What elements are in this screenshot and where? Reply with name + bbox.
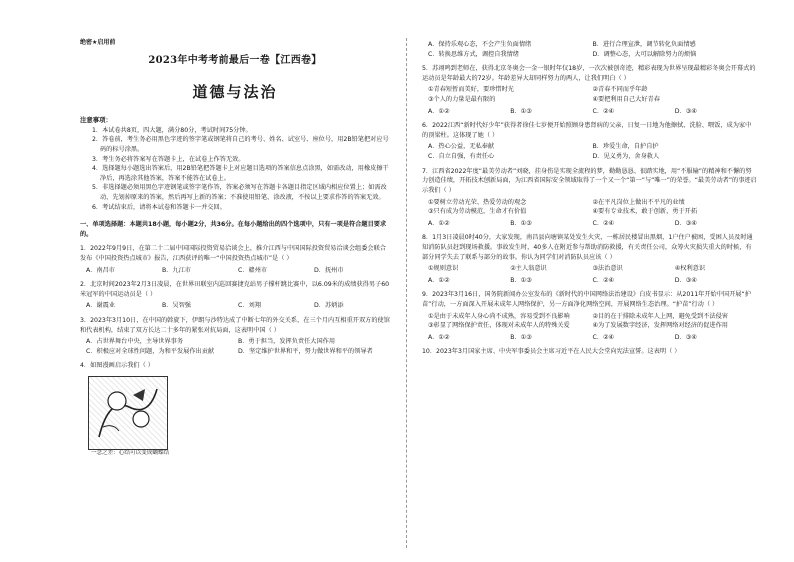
notice-item: 2．答卷前，考生务必用黑色字迹的签字笔或钢笔将自己的考号、姓名、试室号、座位号，用2B铅笔把对应号码的标号涂黑。 xyxy=(92,136,389,153)
option-item: A．占世界舞台中央，主导世界事务 xyxy=(86,338,184,346)
option-list xyxy=(422,198,757,217)
option-item: C．积极应对全球性问题，为和平发展作出贡献 xyxy=(86,347,215,355)
option-list xyxy=(80,266,390,276)
option-item: ③法治意识 xyxy=(592,265,623,273)
cartoon-image xyxy=(88,376,168,450)
question-item xyxy=(422,64,757,116)
option-item: D．坚定维护世界和平，努力做世界和平的领导者 xyxy=(238,347,373,355)
answer-choice: B．①③ xyxy=(510,107,532,115)
cartoon-caption: 一念之差：心结可以变成蝴蝶结 xyxy=(90,450,170,457)
option-item: ①青春短暂而美好，要珍惜时光 xyxy=(428,86,514,94)
notice-item: 5．非选择题必须用黑色字迹钢笔或签字笔作答，答案必须写在答题卡各题目指定区域内相应位置上；如需改动，先划掉原来的答案，然后再写上新的答案；不准使用铅笔、涂改液，不按以上要求作答的答案无效。 xyxy=(92,184,387,201)
answer-choice: D．③④ xyxy=(674,219,697,227)
option-item: A．保持乐观心态，不会产生负面情绪 xyxy=(428,41,532,48)
option-item: ④要有专业技术，敢于创新，勇于开拓 xyxy=(592,208,698,216)
answer-choice: C．②④ xyxy=(592,107,615,115)
question-text: 9．2023年3月16日，国务院新闻办公室发布的《新时代的中国网络法治建设》白皮书显示：从2011年开始中国开展“护苗”行动，一方面深入开展未成年人网络保护，另一方面净化网络空间，开展网络生态治理。“护苗”行动（ ） xyxy=(422,291,751,309)
answer-choice: A．①② xyxy=(428,333,450,341)
option-item: ②在平凡岗位上做出不平凡的业绩 xyxy=(592,198,685,206)
answer-choice: D．③④ xyxy=(674,107,697,115)
answer-choice: A．①② xyxy=(428,276,450,284)
option-list xyxy=(422,40,757,59)
option-item: D．苏炳添 xyxy=(314,302,344,310)
question-text: 2．北京时间2023年2月3日凌晨，在世界田联室内巡回赛捷克站男子撑杆跳比赛中，以6.09米的成绩获得男子60米冠军的中国运动员是（ ） xyxy=(80,281,390,298)
question-text: 1．2022年9月9日，在第二十二届中国国际投资贸易洽谈会上，推介江西与中国国际投资贸易洽谈会组委会联合发布《中国投资热点城市》报告，江西获评的唯一“中国投资热点城市”是（ ） xyxy=(80,245,386,262)
option-item: ③个人的力量是最有限的 xyxy=(428,96,496,104)
question-item xyxy=(80,244,390,275)
option-item: A．热心公益，无私奉献 xyxy=(428,143,495,151)
option-item: D．见义勇为，舍身救人 xyxy=(592,153,660,161)
option-item: C．刘翔 xyxy=(238,302,261,310)
question-item xyxy=(80,361,390,371)
question-text: 7．江西省2022年度“最美劳动者”刘晓，挂身伤是实现全流程的梦，勤勤恳恳、很踏实地，用“不服输”的精神和不懈的努力创造佳绩，开拓技术刨新局面，为江西省国际安全领域取得了一个又一个“第一”与“唯一”的荣誉。“最美劳动者”的事迹启示我们（ ） xyxy=(422,167,757,194)
question-item xyxy=(422,347,757,357)
question-item xyxy=(80,280,390,311)
option-item: A．南昌市 xyxy=(86,266,115,274)
option-list xyxy=(80,301,390,311)
answer-choice: B．①③ xyxy=(510,219,532,227)
option-list xyxy=(422,85,757,104)
left-column xyxy=(80,0,390,562)
question-item xyxy=(422,40,757,59)
option-item: ①规则意识 xyxy=(428,265,459,273)
option-item: ②目的在于排除未成年人上网，避免受到不法侵害 xyxy=(592,312,728,320)
question-text: 4．如图漫画启示我们（ ） xyxy=(80,362,154,370)
column-divider xyxy=(406,38,407,548)
option-item: ④要把利用自己大好青春 xyxy=(592,96,660,104)
option-item: C．自立自强，有责任心 xyxy=(428,153,495,161)
notice-item: 6．考试结束后，请将本试卷和答题卡一并交回。 xyxy=(92,203,226,211)
option-list xyxy=(422,264,757,274)
subject-title: 道德与法治 xyxy=(192,82,278,101)
option-list xyxy=(422,142,757,161)
question-item xyxy=(422,290,757,342)
left-questions xyxy=(80,244,390,371)
option-item: ④为了发展数字经济，发挥网络对经济的促进作用 xyxy=(592,322,728,330)
option-item: B．珍爱生命，自护自护 xyxy=(592,143,659,151)
section-heading: 一、单项选择题：本题共18小题，每小题2分，共36分。在每小题给出的四个选项中，只有一项是符合题目要求的。 xyxy=(80,221,387,238)
confidential-mark: 绝密★启用前 xyxy=(80,39,116,46)
answer-choices xyxy=(422,276,757,286)
option-item: B．九江市 xyxy=(162,266,191,274)
notice-item: 4．选择题每小题选出答案后，用2B铅笔把答题卡上对应题目选项的答案信息点涂黑，如需改动，用橡皮擦干净后，再选涂其他答案，答案不能答在试卷上。 xyxy=(92,165,389,182)
answer-choices xyxy=(422,333,757,343)
cartoon-drawing xyxy=(89,377,167,449)
option-item: A．谢震业 xyxy=(86,302,115,310)
answer-choice: A．①② xyxy=(428,107,450,115)
question-text: 6．2022江西“新时代好少年”获得者徐佳七岁便开始照顾身患肾病的父亲，日复一日地为他擦拭、洗脸、喂饭，成为家中的顶梁柱。这体现了她（ ） xyxy=(422,122,752,139)
question-item xyxy=(80,316,390,356)
question-text: 3．2023年3月10日，在中国的斡旋下，伊朗与沙特达成了中断七年的外交关系，在三个月内互相重开双方的使馆和代表机构，结束了双方长达二十多年的紧张对抗局面，这表明中国（ ） xyxy=(80,317,390,334)
question-text: 5．苏翊鸣到老师在，获得北京冬奥会一金一银时年仅18岁，一次次被创奇迹，精彩表现为世界呈现最精彩冬奥会开幕式的运动员是年龄最大的72岁。年龄差异大却同样努力的两人，让我们明白（ ） xyxy=(422,65,756,82)
question-item xyxy=(422,233,757,285)
answer-choices xyxy=(422,107,757,117)
option-item: C．转换思维方式，调控自我情绪 xyxy=(428,50,519,58)
option-item: ①是由于未成年人身心尚不成熟，容易受到不良影响 xyxy=(428,312,570,320)
notice-list xyxy=(80,126,390,212)
option-list xyxy=(422,312,757,331)
option-item: C．赣州市 xyxy=(238,266,268,274)
option-item: D．调整心态，大可以解除努力的烦恼 xyxy=(592,50,697,58)
question-item xyxy=(422,121,757,161)
answer-choice: D．③④ xyxy=(674,276,697,284)
right-questions xyxy=(422,40,757,357)
notice-heading: 注意事项： xyxy=(80,115,112,124)
option-item: ④权利意识 xyxy=(674,265,706,273)
question-text: 8．1月3日凌晨0时40分，大家发现，南昌县向塘镇某处发生火灾，一栋居民楼冒出黑烟，1户住户被困，受困人员及时通知消防队员赶到现场救援。事故发生时，40多人在附近参与帮助消防救援，有关责任公司，众筹火灾损失重大的时候，有部分同学失去了联系与部分的故事。你认为同学们对消防队员应该（ ） xyxy=(422,234,753,261)
answer-choice: B．①③ xyxy=(510,276,532,284)
answer-choice: B．①③ xyxy=(510,333,532,341)
answer-choice: C．②④ xyxy=(592,333,615,341)
option-item: B．吴智强 xyxy=(162,302,191,310)
right-column xyxy=(422,0,757,562)
option-item: B．进行合理宣泄，调节转化负面情感 xyxy=(592,41,696,48)
question-item xyxy=(422,167,757,229)
exam-title: 2023年中考考前最后一卷【江西卷】 xyxy=(148,55,322,66)
answer-choice: C．②④ xyxy=(592,276,615,284)
option-item: ②主人翁意识 xyxy=(510,265,547,273)
option-item: D．抚州市 xyxy=(314,266,344,274)
option-item: ③只有成为劳动模范，生命才有价值 xyxy=(428,208,527,216)
answer-choice: C．②④ xyxy=(592,219,615,227)
answer-choice: D．③④ xyxy=(674,333,697,341)
option-item: ①要树立劳动光荣、热爱劳动的观念 xyxy=(428,198,527,206)
notice-item: 3．考生务必将答案写在答题卡上，在试卷上作答无效。 xyxy=(92,155,245,163)
option-item: B．勇于担当，发挥负责任大国作用 xyxy=(238,338,336,346)
notice-item: 1．本试卷共8页，四大题，满分80分，考试时间75分钟。 xyxy=(92,126,252,134)
option-list xyxy=(80,337,390,356)
question-text: 10．2023年3月国家主席、中央军事委员会主席习近平在人民大会堂向宪法宣誓。这表明（ ） xyxy=(422,348,681,356)
answer-choices xyxy=(422,219,757,229)
answer-choice: A．①② xyxy=(428,219,450,227)
option-item: ②青春不同而乎年龄 xyxy=(592,86,648,94)
option-item: ③彰显了网络保护责任，体现对未成年人的特殊关爱 xyxy=(428,322,570,330)
